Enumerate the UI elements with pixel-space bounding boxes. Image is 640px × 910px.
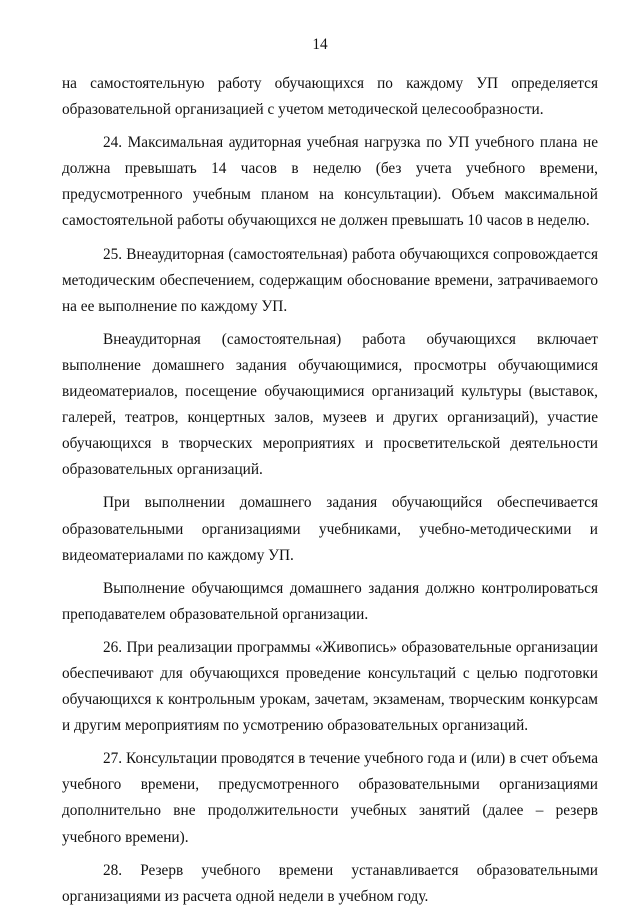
paragraph-item-25: 25. Внеаудиторная (самостоятельная) работа обучающихся сопровождается методическим обеспечением, содержащим обоснование времени, затрачиваемого на ее выполнение по каждому УП. bbox=[62, 245, 598, 315]
paragraph-item-27: 27. Консультации проводятся в течение учебного года и (или) в счет объема учебного времени, предусмотренного образовательными организациями дополнительно вне продолжительности учебных занятий (далее – резерв учебного времени). bbox=[62, 750, 598, 846]
paragraph-item-24: 24. Максимальная аудиторная учебная нагрузка по УП учебного плана не должна превышать 14 часов в неделю (без учета учебного времени, предусмотренного учебным планом на консультации). Объем максимальной самостоятельной работы обучающихся не должен превышать 10 часов в неделю. bbox=[62, 134, 598, 230]
page-body bbox=[62, 71, 598, 910]
page-number: 14 bbox=[312, 36, 328, 53]
paragraph-extracurricular-work: Внеаудиторная (самостоятельная) работа обучающихся включает выполнение домашнего задания обучающимися, просмотры обучающимися видеоматериалов, посещение обучающимися организаций культуры (выставок, галерей, театров, концертных залов, музеев и других организаций), участие обучающихся в творческих мероприятиях и просветительской деятельности образовательных организаций. bbox=[62, 330, 598, 479]
paragraph-homework-provision: При выполнении домашнего задания обучающийся обеспечивается образовательными организациями учебниками, учебно-методическими и видеоматериалами по каждому УП. bbox=[62, 494, 598, 564]
paragraph-continuation: на самостоятельную работу обучающихся по каждому УП определяется образовательной организацией с учетом методической целесообразности. bbox=[62, 75, 598, 119]
paragraph-item-26: 26. При реализации программы «Живопись» образовательные организации обеспечивают для обучающихся проведение консультаций с целью подготовки обучающихся к контрольным урокам, зачетам, экзаменам, творческим конкурсам и другим мероприятиям по усмотрению образовательных организаций. bbox=[62, 638, 598, 735]
paragraph-item-28: 28. Резерв учебного времени устанавливается образовательными организациями из расчета одной недели в учебном году. bbox=[62, 861, 598, 905]
paragraph-homework-control: Выполнение обучающимся домашнего задания должно контролироваться преподавателем образовательной организации. bbox=[62, 579, 598, 623]
